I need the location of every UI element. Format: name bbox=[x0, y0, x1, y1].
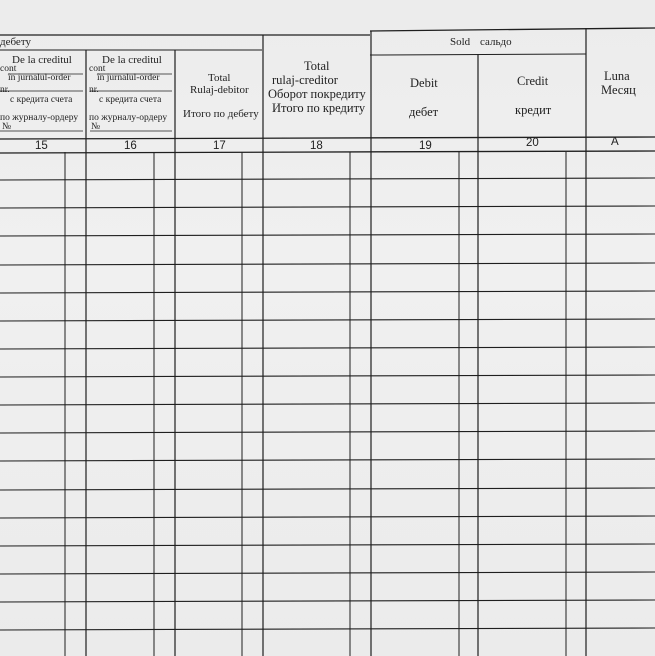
table-row-line bbox=[0, 206, 655, 208]
col18-total: Total bbox=[304, 59, 330, 73]
table-row-line bbox=[0, 572, 655, 574]
column-number-row-bottom bbox=[0, 151, 655, 153]
col18-oborot-pokreditu: Оборот покредиту bbox=[268, 87, 366, 101]
table-row-line bbox=[0, 600, 655, 602]
col16-no: № bbox=[91, 122, 101, 132]
col15-in-jurnal: în jurnalul-order bbox=[8, 73, 71, 83]
colA-luna: Luna bbox=[604, 69, 630, 83]
col17-total: Total bbox=[208, 72, 231, 84]
column-number-17: 17 bbox=[213, 140, 226, 152]
col15-no: № bbox=[2, 122, 12, 132]
debit-caption: дебету bbox=[0, 36, 31, 48]
col16-title: De la creditul bbox=[102, 54, 162, 66]
column-number-20: 20 bbox=[526, 137, 539, 149]
colA-mesyats: Месяц bbox=[601, 83, 636, 97]
table-row-line bbox=[0, 347, 655, 349]
col17-itogo-po-debetu: Итого по дебету bbox=[183, 108, 259, 120]
col17-rulaj-debitor: Rulaj-debitor bbox=[190, 84, 249, 96]
col19-debit: Debit bbox=[410, 76, 438, 90]
column-number-a: A bbox=[611, 136, 619, 148]
col20-credit: Credit bbox=[517, 74, 549, 88]
table-row-line bbox=[0, 234, 655, 236]
table-row-line bbox=[0, 459, 655, 461]
col15-po-zhurnalu: по журналу-ордеру bbox=[0, 113, 79, 123]
column-number-18: 18 bbox=[310, 140, 323, 152]
table-row-line bbox=[0, 178, 655, 180]
col16-in-jurnal: în jurnalul-order bbox=[97, 73, 160, 83]
table-row-line bbox=[0, 516, 655, 518]
table-row-line bbox=[0, 291, 655, 293]
saldo-label: сальдо bbox=[480, 36, 512, 48]
table-row-line bbox=[0, 431, 655, 433]
col18-rulaj-creditor: rulaj-creditor bbox=[272, 73, 338, 87]
table-row-line bbox=[0, 544, 655, 546]
col16-nr: nr. bbox=[89, 85, 99, 95]
header-bottom-border bbox=[0, 137, 655, 139]
table-row-line bbox=[0, 403, 655, 405]
col19-debet: дебет bbox=[409, 105, 439, 119]
table-row-line bbox=[0, 263, 655, 265]
header-top-border-right bbox=[370, 28, 655, 31]
col16-s-kredita: с кредита счета bbox=[99, 95, 162, 105]
col18-itogo-po-kreditu: Итого по кредиту bbox=[272, 101, 366, 115]
col20-kredit: кредит bbox=[515, 103, 552, 117]
table-row-line bbox=[0, 319, 655, 321]
table-row-line bbox=[0, 628, 655, 630]
col16-po-zhurnalu: по журналу-ордеру bbox=[89, 113, 168, 123]
table-row-line bbox=[0, 375, 655, 377]
col15-cont: cont bbox=[0, 64, 17, 74]
column-number-19: 19 bbox=[419, 140, 432, 152]
col16-cont: cont bbox=[89, 64, 106, 74]
col15-title: De la creditul bbox=[12, 54, 72, 66]
column-number-16: 16 bbox=[124, 140, 137, 152]
col15-nr: nr. bbox=[0, 85, 10, 95]
table-row-line bbox=[0, 488, 655, 490]
sold-label: Sold bbox=[450, 36, 471, 48]
col15-s-kredita: с кредита счета bbox=[10, 95, 73, 105]
column-number-15: 15 bbox=[35, 140, 48, 152]
